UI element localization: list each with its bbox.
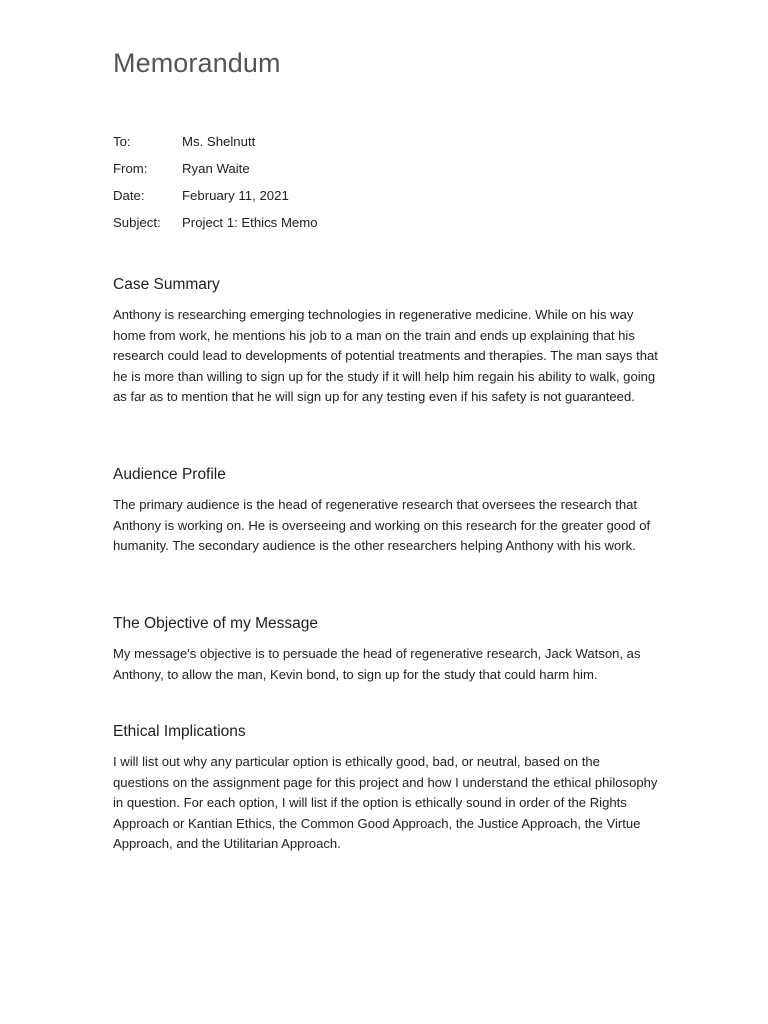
header-value-date: February 11, 2021 xyxy=(182,188,289,203)
header-value-to: Ms. Shelnutt xyxy=(182,134,256,149)
header-row-to xyxy=(113,128,673,155)
header-label-from: From: xyxy=(113,161,148,176)
section-objective xyxy=(113,613,658,685)
section-body: The primary audience is the head of regenerative research that oversees the research that Anthony is working on. He is overseeing and working on this research for the greater good of humanity. The secondary audience is the other researchers helping Anthony with his work. xyxy=(113,497,651,554)
header-label-to: To: xyxy=(113,134,131,149)
section-heading: The Objective of my Message xyxy=(113,615,319,632)
header-value-subject: Project 1: Ethics Memo xyxy=(182,215,318,230)
header-row-subject xyxy=(113,209,673,236)
section-body: My message's objective is to persuade the head of regenerative research, Jack Watson, as Anthony, to allow the man, Kevin bond, to sign up for the study that could harm him. xyxy=(113,646,641,682)
memo-header xyxy=(113,128,673,236)
section-heading: Case Summary xyxy=(113,276,220,293)
header-label-subject: Subject: xyxy=(113,215,161,230)
section-audience-profile xyxy=(113,464,658,557)
section-heading: Ethical Implications xyxy=(113,723,246,740)
memo-title: Memorandum xyxy=(113,48,281,78)
section-heading: Audience Profile xyxy=(113,466,226,483)
header-label-date: Date: xyxy=(113,188,145,203)
header-row-date xyxy=(113,182,673,209)
header-value-from: Ryan Waite xyxy=(182,161,250,176)
section-case-summary xyxy=(113,274,658,408)
section-ethical-implications xyxy=(113,721,658,855)
header-row-from xyxy=(113,155,673,182)
section-body: Anthony is researching emerging technologies in regenerative medicine. While on his way home from work, he mentions his job to a man on the train and ends up explaining that his research could lead to developments of potential treatments and therapies. The man says that he is more than willing to sign up for the study if it will help him regain his ability to walk, going as far as to mention that he will sign up for any testing even if his safety is not guaranteed. xyxy=(113,307,658,405)
section-body: I will list out why any particular option is ethically good, bad, or neutral, based on the questions on the assignment page for this project and how I understand the ethical philosophy in question. For each option, I will list if the option is ethically sound in order of the Rights Approach or Kantian Ethics, the Common Good Approach, the Justice Approach, the Virtue Approach, and the Utilitarian Approach. xyxy=(113,754,658,852)
